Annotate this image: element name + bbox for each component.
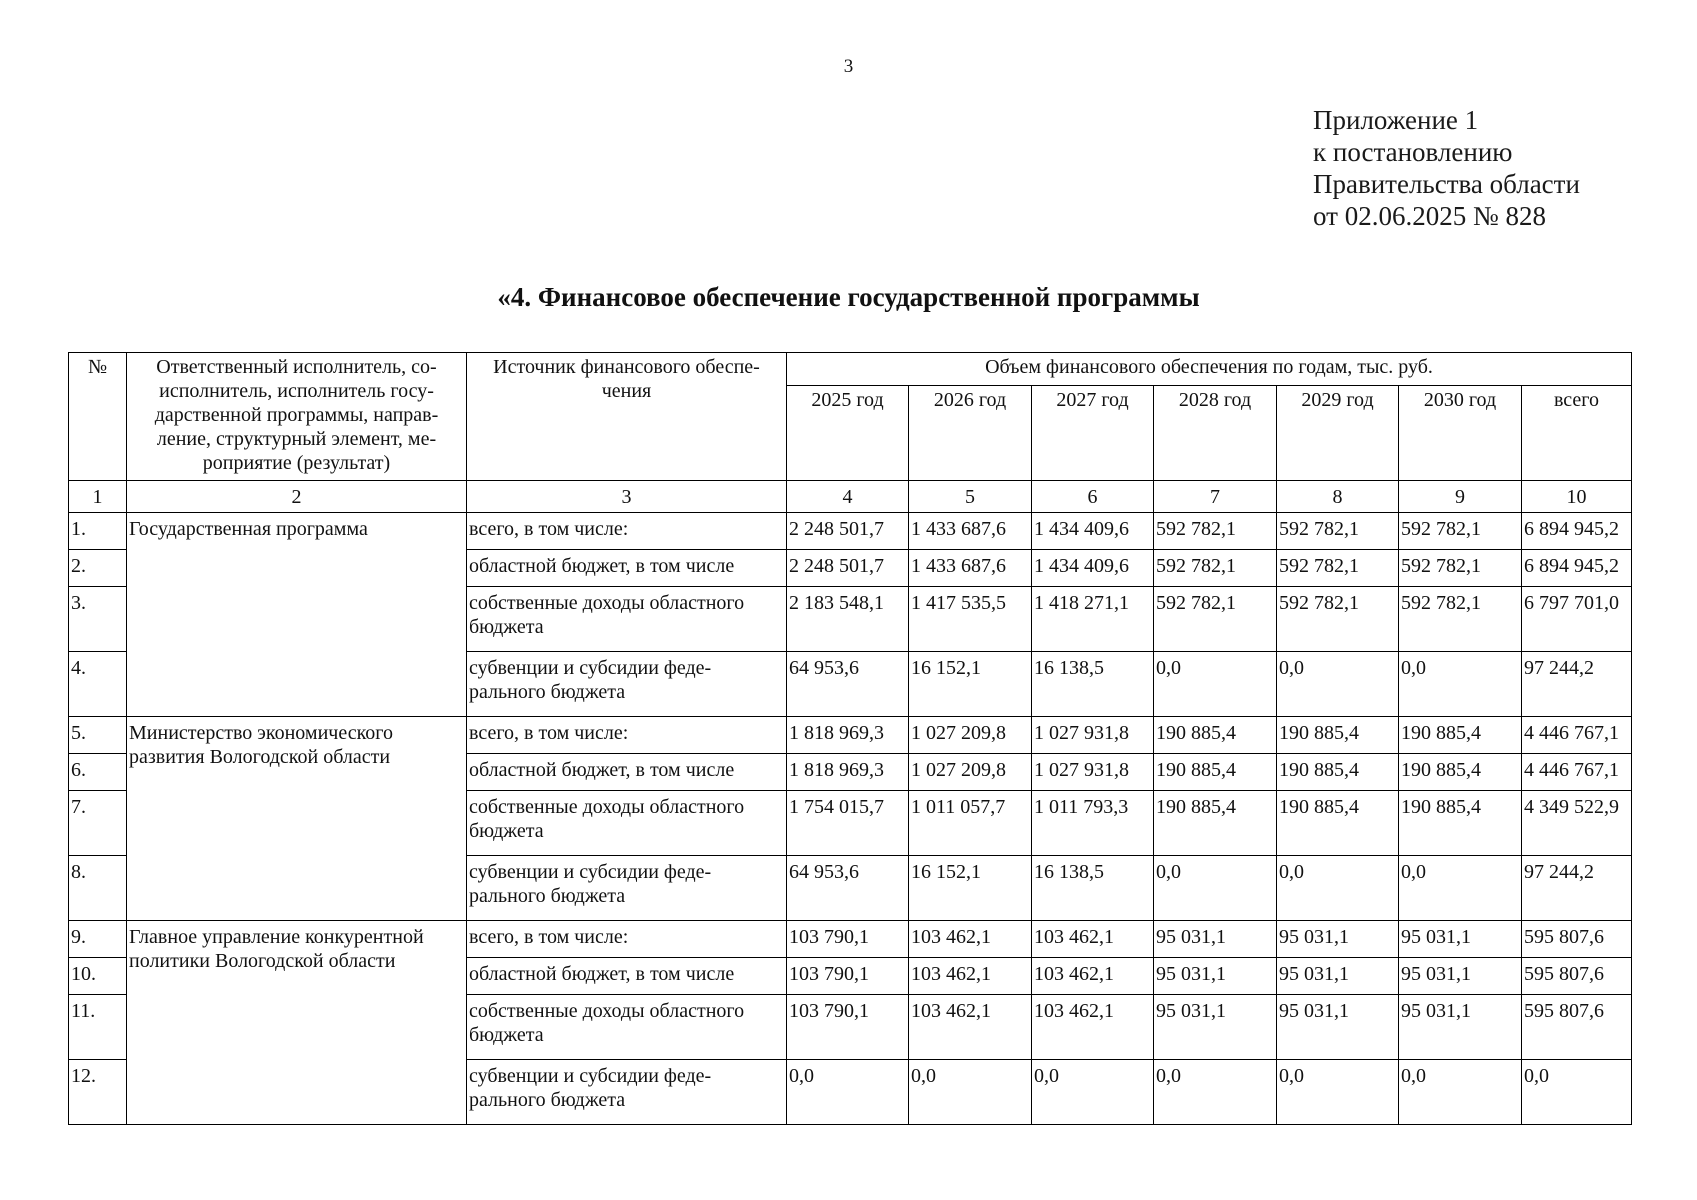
year-value-cell: 95 031,1: [1277, 921, 1399, 958]
row-number: 4.: [69, 652, 127, 717]
year-value-cell: 1 417 535,5: [909, 587, 1032, 652]
year-value-cell: 95 031,1: [1154, 995, 1277, 1060]
appendix-block: [1313, 104, 1580, 232]
year-value-cell: 95 031,1: [1277, 995, 1399, 1060]
year-value-cell: 0,0: [1154, 856, 1277, 921]
header-source: Источник финансового обеспе-чения: [467, 353, 787, 481]
total-cell: 595 807,6: [1522, 958, 1632, 995]
year-value-cell: 592 782,1: [1399, 550, 1522, 587]
year-value-cell: 190 885,4: [1154, 754, 1277, 791]
total-cell: 595 807,6: [1522, 995, 1632, 1060]
year-value-cell: 190 885,4: [1399, 791, 1522, 856]
column-number: 2: [127, 481, 467, 513]
year-value-cell: 16 152,1: [909, 856, 1032, 921]
year-value-cell: 592 782,1: [1277, 513, 1399, 550]
year-value-cell: 1 818 969,3: [787, 754, 909, 791]
year-value-cell: 592 782,1: [1399, 587, 1522, 652]
header-total: всего: [1522, 386, 1632, 481]
year-value-cell: 592 782,1: [1277, 550, 1399, 587]
year-value-cell: 592 782,1: [1399, 513, 1522, 550]
year-value-cell: 0,0: [1277, 1060, 1399, 1125]
row-number: 8.: [69, 856, 127, 921]
appendix-line: от 02.06.2025 № 828: [1313, 201, 1546, 231]
header-number: №: [69, 353, 127, 481]
executor-cell: Министерство экономического развития Вологодской области: [127, 717, 467, 921]
year-value-cell: 103 462,1: [1032, 921, 1154, 958]
year-value-cell: 1 011 057,7: [909, 791, 1032, 856]
year-value-cell: 1 011 793,3: [1032, 791, 1154, 856]
year-value-cell: 103 462,1: [909, 958, 1032, 995]
year-value-cell: 0,0: [1154, 1060, 1277, 1125]
total-cell: 4 349 522,9: [1522, 791, 1632, 856]
column-number: 9: [1399, 481, 1522, 513]
year-value-cell: 0,0: [909, 1060, 1032, 1125]
year-value-cell: 0,0: [1277, 652, 1399, 717]
table-row: [69, 717, 1632, 754]
total-cell: 6 797 701,0: [1522, 587, 1632, 652]
year-value-cell: 103 790,1: [787, 921, 909, 958]
source-cell: собственные доходы областного бюджета: [467, 791, 787, 856]
year-value-cell: 0,0: [1399, 856, 1522, 921]
year-value-cell: 103 462,1: [1032, 995, 1154, 1060]
row-number: 7.: [69, 791, 127, 856]
year-value-cell: 0,0: [1032, 1060, 1154, 1125]
year-value-cell: 1 027 931,8: [1032, 754, 1154, 791]
row-number: 2.: [69, 550, 127, 587]
year-value-cell: 1 433 687,6: [909, 550, 1032, 587]
table-body: [69, 513, 1632, 1125]
row-number: 9.: [69, 921, 127, 958]
year-value-cell: 190 885,4: [1277, 717, 1399, 754]
source-cell: областной бюджет, в том числе: [467, 754, 787, 791]
appendix-line: к постановлению: [1313, 137, 1513, 167]
header-year: 2027 год: [1032, 386, 1154, 481]
year-value-cell: 0,0: [1154, 652, 1277, 717]
total-cell: 595 807,6: [1522, 921, 1632, 958]
row-number: 5.: [69, 717, 127, 754]
source-cell: областной бюджет, в том числе: [467, 958, 787, 995]
year-value-cell: 64 953,6: [787, 652, 909, 717]
year-value-cell: 16 152,1: [909, 652, 1032, 717]
row-number: 3.: [69, 587, 127, 652]
total-cell: 6 894 945,2: [1522, 550, 1632, 587]
year-value-cell: 190 885,4: [1399, 717, 1522, 754]
source-cell: всего, в том числе:: [467, 921, 787, 958]
header-year: 2029 год: [1277, 386, 1399, 481]
year-value-cell: 95 031,1: [1399, 958, 1522, 995]
year-value-cell: 95 031,1: [1154, 958, 1277, 995]
column-number: 8: [1277, 481, 1399, 513]
year-value-cell: 1 434 409,6: [1032, 550, 1154, 587]
year-value-cell: 95 031,1: [1154, 921, 1277, 958]
column-number: 6: [1032, 481, 1154, 513]
source-cell: всего, в том числе:: [467, 513, 787, 550]
total-cell: 97 244,2: [1522, 856, 1632, 921]
year-value-cell: 190 885,4: [1154, 791, 1277, 856]
source-cell: субвенции и субсидии феде-рального бюджета: [467, 856, 787, 921]
header-volume: Объем финансового обеспечения по годам, тыс. руб.: [787, 353, 1632, 386]
row-number: 10.: [69, 958, 127, 995]
table-row: [69, 513, 1632, 550]
page-number: 3: [843, 56, 854, 77]
year-value-cell: 2 248 501,7: [787, 513, 909, 550]
year-value-cell: 0,0: [787, 1060, 909, 1125]
executor-cell: Главное управление конкурентной политики Вологодской области: [127, 921, 467, 1125]
year-value-cell: 1 027 931,8: [1032, 717, 1154, 754]
column-number: 3: [467, 481, 787, 513]
year-value-cell: 64 953,6: [787, 856, 909, 921]
year-value-cell: 592 782,1: [1154, 550, 1277, 587]
year-value-cell: 2 248 501,7: [787, 550, 909, 587]
header-executor: Ответственный исполнитель, со-исполнитель, исполнитель госу-дарственной программы, направ-ление, структурный элемент, ме-роприятие (результат): [127, 353, 467, 481]
header-year: 2030 год: [1399, 386, 1522, 481]
year-value-cell: 0,0: [1399, 1060, 1522, 1125]
row-number: 11.: [69, 995, 127, 1060]
column-number: 1: [69, 481, 127, 513]
year-value-cell: 103 790,1: [787, 958, 909, 995]
year-value-cell: 103 462,1: [909, 921, 1032, 958]
column-numbers-row: [69, 481, 1632, 513]
document-title: «4. Финансовое обеспечение государственной программы: [497, 282, 1200, 312]
year-value-cell: 1 418 271,1: [1032, 587, 1154, 652]
table-row: [69, 921, 1632, 958]
source-cell: субвенции и субсидии феде-рального бюджета: [467, 652, 787, 717]
year-value-cell: 1 027 209,8: [909, 754, 1032, 791]
year-value-cell: 592 782,1: [1154, 587, 1277, 652]
year-value-cell: 1 027 209,8: [909, 717, 1032, 754]
row-number: 12.: [69, 1060, 127, 1125]
year-value-cell: 103 462,1: [1032, 958, 1154, 995]
appendix-line: Правительства области: [1313, 169, 1580, 199]
row-number: 6.: [69, 754, 127, 791]
financing-table: [68, 352, 1632, 1125]
year-value-cell: 2 183 548,1: [787, 587, 909, 652]
year-value-cell: 190 885,4: [1154, 717, 1277, 754]
header-year: 2028 год: [1154, 386, 1277, 481]
executor-cell: Государственная программа: [127, 513, 467, 717]
year-value-cell: 1 818 969,3: [787, 717, 909, 754]
year-value-cell: 0,0: [1399, 652, 1522, 717]
year-value-cell: 95 031,1: [1277, 958, 1399, 995]
year-value-cell: 95 031,1: [1399, 921, 1522, 958]
year-value-cell: 190 885,4: [1277, 791, 1399, 856]
year-value-cell: 0,0: [1277, 856, 1399, 921]
total-cell: 6 894 945,2: [1522, 513, 1632, 550]
header-year: 2025 год: [787, 386, 909, 481]
source-cell: областной бюджет, в том числе: [467, 550, 787, 587]
year-value-cell: 190 885,4: [1277, 754, 1399, 791]
total-cell: 0,0: [1522, 1060, 1632, 1125]
year-value-cell: 95 031,1: [1399, 995, 1522, 1060]
source-cell: всего, в том числе:: [467, 717, 787, 754]
appendix-line: Приложение 1: [1313, 105, 1479, 135]
source-cell: субвенции и субсидии феде-рального бюджета: [467, 1060, 787, 1125]
year-value-cell: 592 782,1: [1154, 513, 1277, 550]
column-number: 7: [1154, 481, 1277, 513]
total-cell: 4 446 767,1: [1522, 717, 1632, 754]
year-value-cell: 592 782,1: [1277, 587, 1399, 652]
source-cell: собственные доходы областного бюджета: [467, 587, 787, 652]
year-value-cell: 190 885,4: [1399, 754, 1522, 791]
total-cell: 4 446 767,1: [1522, 754, 1632, 791]
column-number: 5: [909, 481, 1032, 513]
header-year: 2026 год: [909, 386, 1032, 481]
year-value-cell: 103 462,1: [909, 995, 1032, 1060]
year-value-cell: 16 138,5: [1032, 652, 1154, 717]
row-number: 1.: [69, 513, 127, 550]
column-number: 4: [787, 481, 909, 513]
year-value-cell: 16 138,5: [1032, 856, 1154, 921]
year-value-cell: 1 434 409,6: [1032, 513, 1154, 550]
total-cell: 97 244,2: [1522, 652, 1632, 717]
column-number: 10: [1522, 481, 1632, 513]
year-value-cell: 1 433 687,6: [909, 513, 1032, 550]
year-value-cell: 1 754 015,7: [787, 791, 909, 856]
year-value-cell: 103 790,1: [787, 995, 909, 1060]
source-cell: собственные доходы областного бюджета: [467, 995, 787, 1060]
